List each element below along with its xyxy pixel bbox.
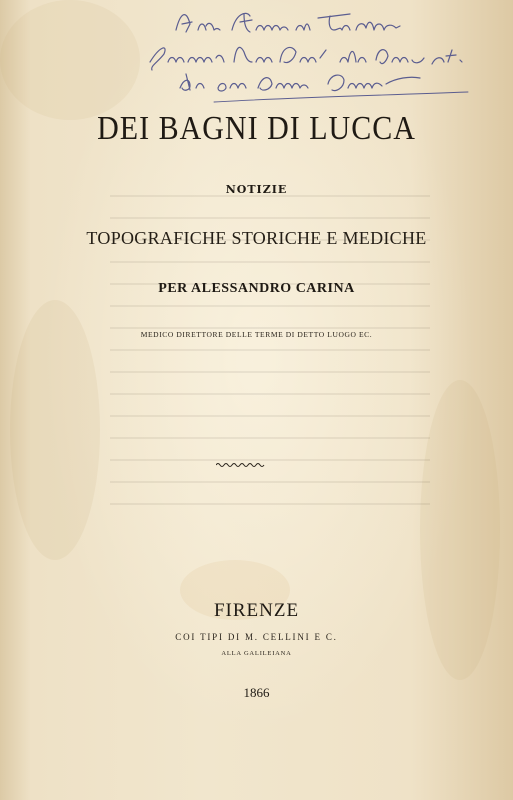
imprint-printer: COI TIPI DI M. CELLINI E C.	[175, 632, 338, 642]
handwriting-icon	[0, 0, 513, 110]
page-title: DEI BAGNI DI LUCCA	[97, 109, 416, 147]
subtitle-notizie: NOTIZIE	[225, 183, 288, 196]
author-line: PER ALESSANDRO CARINA	[158, 281, 355, 296]
imprint-place: ALLA GALILEIANA	[221, 650, 292, 657]
subtitle: TOPOGRAFICHE STORICHE E MEDICHE	[86, 228, 427, 248]
foxing-stain	[0, 0, 140, 120]
imprint-year: 1866	[243, 685, 270, 700]
author-role: MEDICO DIRETTORE DELLE TERME DI DETTO LUOGO EC.	[140, 330, 373, 339]
wavy-rule-ornament-icon	[216, 455, 266, 461]
foxing-stain	[10, 300, 100, 560]
show-through-text	[110, 195, 430, 555]
imprint-city: FIRENZE	[213, 600, 300, 621]
handwritten-inscription	[0, 0, 513, 110]
